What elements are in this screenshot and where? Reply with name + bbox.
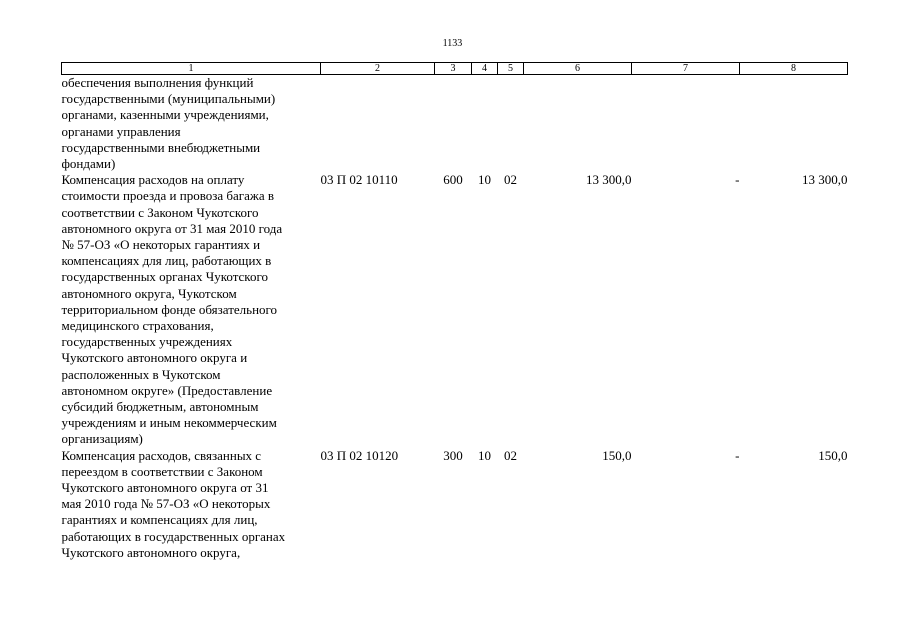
row-code: 03 П 02 10110 [320,172,398,188]
row-name-line: автономном округе» (Предоставление [61,382,273,398]
column-number-row [62,63,848,75]
row-rz: 10 [478,172,491,188]
row-name-line: № 57-ОЗ «О некоторых гарантиях и [61,237,261,253]
row-vr [435,75,472,173]
row-name-line: стоимости проезда и провоза багажа в [61,188,275,204]
row-name-line: автономного округа, Чукотском [61,285,237,301]
row-name-line: автономного округа от 31 мая 2010 года [61,220,283,236]
row-name-line: учреждениям и иным некоммерческим [61,415,277,431]
row-name-line: обеспечения выполнения функций [61,75,254,90]
row-sum-3: 150,0 [818,447,848,463]
row-name-line: государственными (муниципальными) [61,91,276,107]
column-header-6: 6 [524,63,632,75]
row-name-line: государственных органах Чукотского [61,269,268,285]
row-vr: 300 [443,447,463,463]
row-sum-3 [740,75,848,173]
row-sum-2 [632,75,740,173]
row-name-line: медицинского страхования, [61,318,214,334]
table-body [62,75,848,562]
row-name-line: фондами) [61,156,116,172]
row-sum-1: 150,0 [602,447,632,463]
row-name-line: субсидий бюджетным, автономным [61,399,259,415]
row-name-line: Чукотского автономного округа и [61,350,248,366]
row-name-line: расположенных в Чукотском [61,366,221,382]
row-code [321,75,435,173]
row-name-line: органами управления [61,123,181,139]
row-sum-3: 13 300,0 [802,172,848,188]
table-row [62,75,848,173]
row-name-line: Компенсация расходов на оплату [61,172,245,188]
row-rz: 10 [478,447,491,463]
column-header-5: 5 [498,63,524,75]
column-header-3: 3 [435,63,472,75]
column-header-8: 8 [740,63,848,75]
row-pr: 02 [504,447,517,463]
row-sum-1 [524,75,632,173]
row-name-line: государственных учреждениях [61,334,233,350]
row-name-line: гарантиях и компенсациях для лиц, [61,512,258,528]
row-name-line: Компенсация расходов, связанных с [61,447,262,463]
row-sum-2: - [735,447,740,463]
row-name-line: Чукотского автономного округа от 31 [61,480,269,496]
row-sum-1: 13 300,0 [586,172,632,188]
row-sum-2: - [735,172,740,188]
row-name-line: государственными внебюджетными [61,139,261,155]
row-pr: 02 [504,172,517,188]
row-pr [498,75,524,173]
row-vr: 600 [443,172,463,188]
row-name-line: органами, казенными учреждениями, [61,107,269,123]
column-header-7: 7 [632,63,740,75]
row-name-line: Чукотского автономного округа, [61,544,241,560]
column-header-4: 4 [472,63,498,75]
row-name-line: компенсациях для лиц, работающих в [61,253,272,269]
table-row [62,448,848,561]
page-number: 1133 [442,38,463,49]
column-header-2: 2 [321,63,435,75]
row-rz [472,75,498,173]
row-name-line: организациям) [61,431,143,447]
table-row [62,172,848,447]
row-name-line: территориальном фонде обязательного [61,301,278,317]
row-name-line: соответствии с Законом Чукотского [61,204,259,220]
row-name-line: переездом в соответствии с Законом [61,463,263,479]
row-name-line: работающих в государственных органах [61,528,286,544]
column-header-1: 1 [62,63,321,75]
table-header [62,63,848,75]
row-code: 03 П 02 10120 [320,447,399,463]
row-name [62,172,321,447]
row-name-line: мая 2010 года № 57-ОЗ «О некоторых [61,496,271,512]
row-name [62,448,321,561]
row-name [62,75,321,173]
budget-table [61,62,848,561]
